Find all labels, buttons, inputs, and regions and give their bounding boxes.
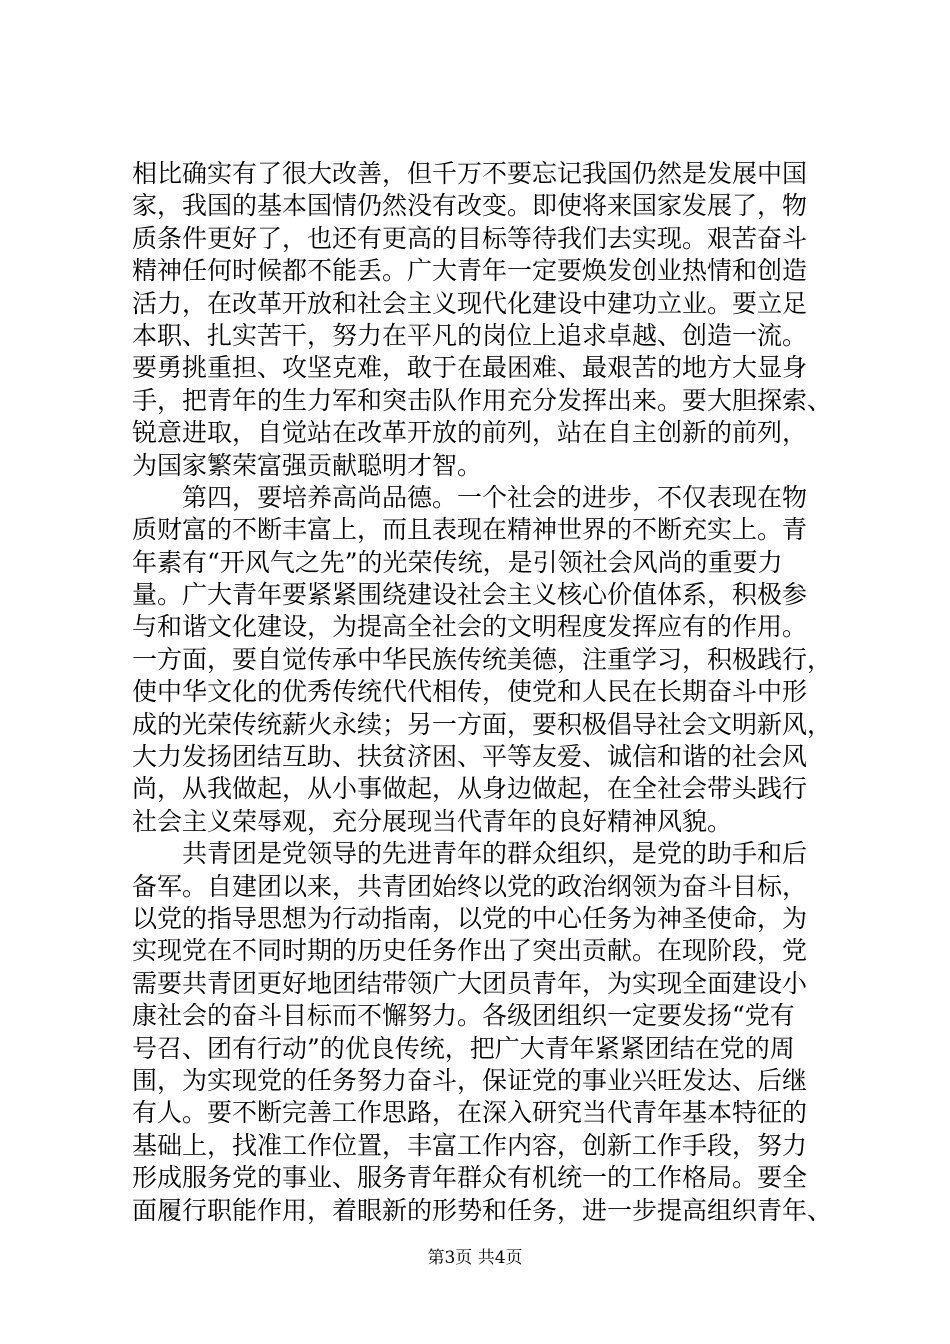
text-line: 质条件更好了，也还有更高的目标等待我们去实现。艰苦奋斗 [132, 223, 808, 253]
text-line: 家，我国的基本国情仍然没有改变。即使将来国家发展了，物 [132, 191, 808, 221]
text-line: 形成服务党的事业、服务青年群众有机统一的工作格局。要全 [132, 1163, 808, 1193]
text-line: 需要共青团更好地团结带领广大团员青年，为实现全面建设小 [132, 968, 808, 998]
text-line: 要勇挑重担、攻坚克难，敢于在最困难、最艰苦的地方大显身 [132, 353, 808, 383]
text-line: 年素有“开风气之先”的光荣传统，是引领社会风尚的重要力 [132, 547, 783, 577]
text-line: 大力发扬团结互助、扶贫济困、平等友爱、诚信和谐的社会风 [132, 742, 808, 772]
text-line: 锐意进取，自觉站在改革开放的前列，站在自主创新的前列， [132, 418, 808, 448]
text-line: 质财富的不断丰富上，而且表现在精神世界的不断充实上。青 [132, 515, 808, 545]
body-text [132, 158, 833, 1227]
text-line: 使中华文化的优秀传统代代相传，使党和人民在长期奋斗中形 [132, 677, 808, 707]
text-line: 围，为实现党的任务努力奋斗，保证党的事业兴旺发达、后继 [132, 1065, 808, 1095]
text-line: 相比确实有了很大改善，但千万不要忘记我国仍然是发展中国 [132, 159, 808, 188]
text-line: 尚，从我做起，从小事做起，从身边做起，在全社会带头践行 [132, 774, 808, 804]
page-number: 第3页 共4页 [427, 1248, 523, 1268]
text-line: 基础上，找准工作位置，丰富工作内容，创新工作手段，努力 [132, 1130, 808, 1160]
text-line: 号召、团有行动”的优良传统，把广大青年紧紧团结在党的周 [132, 1033, 795, 1063]
text-line: 为国家繁荣富强贡献聪明才智。 [132, 450, 483, 480]
text-line: 备军。自建团以来，共青团始终以党的政治纲领为奋斗目标， [132, 871, 808, 901]
text-line: 第四，要培养高尚品德。一个社会的进步，不仅表现在物 [132, 482, 808, 512]
text-line: 量。广大青年要紧紧围绕建设社会主义核心价值体系，积极参 [132, 580, 808, 610]
text-line: 有人。要不断完善工作思路，在深入研究当代青年基本特征的 [132, 1098, 808, 1128]
text-line: 手，把青年的生力军和突击队作用充分发挥出来。要大胆探索、 [132, 385, 833, 415]
text-line: 康社会的奋斗目标而不懈努力。各级团组织一定要发扬“党有 [132, 1001, 795, 1031]
text-line: 活力，在改革开放和社会主义现代化建设中建功立业。要立足 [132, 288, 808, 318]
text-line: 实现党在不同时期的历史任务作出了突出贡献。在现阶段，党 [132, 936, 808, 966]
text-line: 社会主义荣辱观，充分展现当代青年的良好精神风貌。 [132, 806, 733, 836]
text-line: 共青团是党领导的先进青年的群众组织，是党的助手和后 [132, 839, 808, 869]
text-line: 精神任何时候都不能丢。广大青年一定要焕发创业热情和创造 [132, 256, 808, 286]
text-line: 以党的指导思想为行动指南，以党的中心任务为神圣使命，为 [132, 903, 808, 933]
text-line: 一方面，要自觉传承中华民族传统美德，注重学习，积极践行， [132, 644, 833, 674]
text-line: 面履行职能作用，着眼新的形势和任务，进一步提高组织青年、 [132, 1195, 833, 1225]
text-line: 与和谐文化建设，为提高全社会的文明程度发挥应有的作用。 [132, 612, 808, 642]
text-line: 成的光荣传统薪火永续；另一方面，要积极倡导社会文明新风， [132, 709, 833, 739]
text-line: 本职、扎实苦干，努力在平凡的岗位上追求卓越、创造一流。 [132, 320, 808, 350]
